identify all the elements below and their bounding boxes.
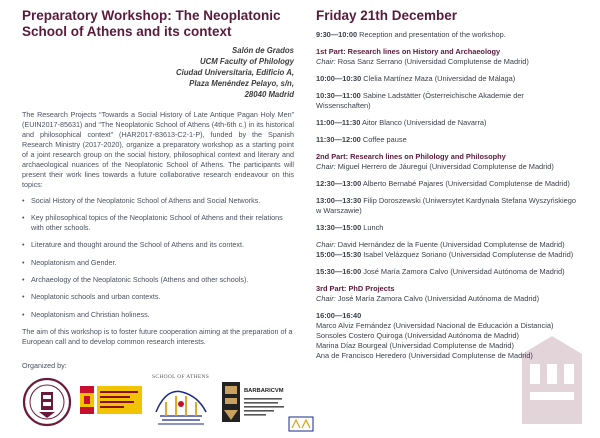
schedule-item [316, 179, 580, 189]
bullet: • [22, 257, 25, 267]
topic-text: Key philosophical topics of the Neoplatonic School of Athens and their relations with other schools. [31, 213, 283, 233]
list-item [22, 258, 294, 268]
time-slot: 15:30—16:00 [316, 267, 362, 276]
venue-line: 28040 Madrid [244, 90, 294, 99]
project-small-logo [288, 416, 314, 432]
time-slot: 12:30—13:00 [316, 179, 362, 188]
chair-label: Chair: [316, 57, 336, 66]
schedule-item [316, 250, 580, 260]
schedule [316, 30, 580, 361]
schedule-item [316, 30, 580, 40]
chair-name: José María Zamora Calvo (Universidad Autónoma de Madrid) [335, 294, 540, 303]
chair-label: Chair: [316, 240, 336, 249]
time-slot: 13:30—15:00 [316, 223, 362, 232]
topic-text: Neoplatonism and Christian holiness. [31, 309, 150, 319]
aim-paragraph: The aim of this workshop is to foster future cooperation aiming at the preparation of a European call and to develop common research interests. [22, 326, 293, 346]
time-slot: 13:00—13:30 [316, 196, 362, 205]
schedule-item [316, 223, 580, 233]
program-date-title: Friday 21th December [316, 8, 458, 23]
time-slot: 11:00—11:30 [316, 118, 361, 127]
chair-name: David Hernández de la Fuente (Universidad Complutense de Madrid) [335, 240, 565, 249]
schedule-item [316, 196, 580, 216]
schedule-item [316, 91, 580, 111]
bullet: • [22, 274, 25, 284]
session-text: Isabel Velázquez Soriano (Universidad Complutense de Madrid) [361, 250, 574, 259]
time-slot: 10:00—10:30 [316, 74, 362, 83]
time-slot: 11:30—12:00 [316, 135, 361, 144]
time-slot [316, 311, 580, 321]
schedule-item [316, 118, 580, 128]
time-slot: 10:30—11:00 [316, 91, 361, 100]
session-text: Clelia Martínez Maza (Universidad de Málaga) [361, 74, 516, 83]
venue-line: Salón de Grados [232, 46, 294, 55]
schedule-item [316, 74, 580, 84]
list-item [22, 196, 294, 206]
workshop-title: Preparatory Workshop: The Neoplatonic School of Athens and its context [22, 8, 281, 39]
school-logo-text: SCHOOL OF ATHENS [152, 374, 210, 380]
chair-line [316, 294, 580, 304]
list-item [22, 213, 294, 233]
barbaricum-logo-text: BARBARICVM [244, 388, 284, 394]
right-column [316, 8, 580, 361]
bullet: • [22, 213, 25, 223]
session-text: Reception and presentation of the workshop. [357, 30, 506, 39]
chair-line [316, 57, 580, 67]
topic-text: Archaeology of the Neoplatonic Schools (Athens and other schools). [31, 274, 249, 284]
bullet: • [22, 196, 25, 205]
part-heading: 3rd Part: PhD Projects [316, 284, 395, 293]
barbaricum-logo [220, 376, 290, 430]
schedule-item [316, 135, 580, 145]
chair-line [316, 162, 580, 172]
chair-name: Rosa Sanz Serrano (Universidad Complutense de Madrid) [335, 57, 529, 66]
phd-presenter: Marina Díaz Bourgeal (Universidad Complutense de Madrid) [316, 341, 514, 350]
venue-line: Plaza Menéndez Pelayo, s/n, [189, 79, 294, 88]
session-text: Alberto Bernabé Pajares (Universidad Complutense de Madrid) [361, 179, 570, 188]
school-of-athens-drawing [152, 382, 210, 428]
part-heading: 2nd Part: Research lines on Philology and Philosophy [316, 152, 506, 161]
sponsor-logos [22, 372, 312, 434]
list-item [22, 275, 294, 285]
phd-presenter: Ana de Francisco Heredero (Universidad Complutense de Madrid) [316, 351, 533, 360]
phd-presenter: Marco Alviz Fernández (Universidad Nacional de Educación a Distancia) [316, 321, 554, 330]
topic-text: Social History of the Neoplatonic School of Athens and Social Networks. [31, 196, 261, 205]
time-slot-label: 16:00—16:40 [316, 311, 362, 320]
session-text: Sabine Ladstätter (Österreichische Akademie der Wissenschaften) [316, 91, 524, 110]
session-text: Aitor Blanco (Universidad de Navarra) [360, 118, 487, 127]
ucm-seal-logo [22, 376, 72, 428]
chair-line [316, 240, 580, 250]
chair-label: Chair: [316, 294, 336, 303]
left-column [22, 8, 294, 370]
time-slot: 9:30—10:00 [316, 30, 358, 39]
list-item [22, 310, 294, 320]
schedule-item [316, 267, 580, 277]
list-item [22, 292, 294, 302]
part-heading: 1st Part: Research lines on History and Archaeology [316, 47, 501, 56]
barbaricum-text-lines [244, 398, 286, 420]
chair-name: Miguel Herrero de Jáuregui (Universidad Complutense de Madrid) [335, 162, 554, 171]
venue-line: Ciudad Universitaria, Edificio A, [176, 68, 294, 77]
intro-paragraph: The Research Projects “Towards a Social History of Late Antique Pagan Holy Men” (EUIN2017-85631) and “The Neoplatonic School of Athens (4th-6th c.) in its historical and philosophical context” (HAR2017-83613-C2-1-P), funded by the Spanish Research Ministry (2017-2020), organize a preparatory workshop as a starting point of a joint research group on the social history, philosophical context and literary and archaeological nuances of the Neoplatonic School of Athens. The participants will present their work lines towards a future collaborative research endeavour on this topics: [22, 110, 294, 189]
organized-by-label: Organized by: [22, 360, 67, 370]
bullet: • [22, 309, 25, 319]
time-slot: 15:00—15:30 [316, 250, 362, 259]
list-item [22, 240, 294, 250]
school-of-athens-logo [152, 374, 212, 432]
chair-label: Chair: [316, 162, 336, 171]
bullet: • [22, 292, 25, 302]
session-text: Lunch [361, 223, 384, 232]
topic-text: Literature and thought around the School of Athens and its context. [31, 240, 244, 250]
bullet: • [22, 240, 25, 250]
topic-text: Neoplatonic schools and urban contexts. [31, 292, 161, 302]
venue-line: UCM Faculty of Philology [200, 57, 294, 66]
barbaricum-emblem-icon [220, 380, 242, 428]
topics-list [22, 196, 294, 319]
session-text: José María Zamora Calvo (Universidad Autónoma de Madrid) [361, 267, 565, 276]
topic-text: Neoplatonism and Gender. [31, 257, 117, 267]
session-text: Filip Doroszewski (Uniwersytet Kardynała Stefana Wyszyńskiego w Warszawie) [316, 196, 576, 215]
phd-presenter: Sonsoles Costero Quiroga (Universidad Autónoma de Madrid) [316, 331, 519, 340]
session-text: Coffee pause [360, 135, 407, 144]
ministry-logo [80, 386, 142, 416]
venue-address [22, 45, 294, 100]
